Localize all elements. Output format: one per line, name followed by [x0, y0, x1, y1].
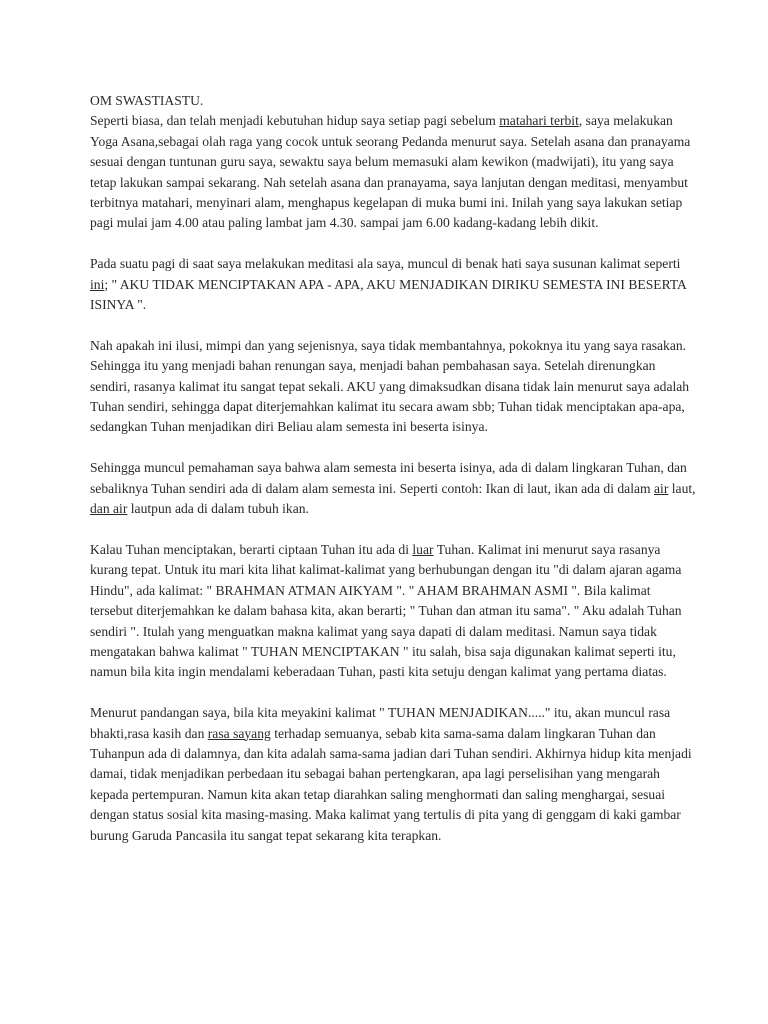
- paragraph: [90, 111, 696, 233]
- paragraph-text: Pada suatu pagi di saat saya melakukan meditasi ala saya, muncul di benak hati saya susunan kalimat seperti: [90, 256, 681, 272]
- inline-link[interactable]: dan air: [90, 501, 128, 517]
- paragraph: [90, 336, 696, 438]
- inline-link[interactable]: air: [654, 480, 669, 496]
- paragraph: [90, 458, 696, 519]
- paragraph-text: lautpun ada di dalam tubuh ikan.: [127, 501, 309, 517]
- inline-link[interactable]: matahari terbit: [499, 113, 579, 129]
- inline-link[interactable]: luar: [412, 541, 434, 557]
- inline-link[interactable]: ini: [90, 276, 105, 292]
- paragraph-text: Kalau Tuhan menciptakan, berarti ciptaan Tuhan itu ada di: [90, 541, 413, 557]
- inline-link[interactable]: rasa sayang: [207, 725, 271, 741]
- paragraph-text: , saya melakukan Yoga Asana,sebagai olah raga yang cocok untuk seorang Pedanda menurut saya. Setelah asana dan pranayama sesuai dengan tuntunan guru saya, sewaktu saya belum memasuki alam kewikon (madwijati), itu yang saya tetap lakukan sampai sekarang. Nah setelah asana dan pranayama, saya lanjutan dengan meditasi, menyambut terbitnya matahari, menyinari alam, menghapus kegelapan di muka bumi ini. Inilah yang saya lakukan setiap pagi mulai jam 4.00 atau paling lambat jam 4.30. sampai jam 6.00 kadang-kadang lebih dikit.: [90, 113, 691, 231]
- paragraph-text: Menurut pandangan saya, bila kita meyakini kalimat " TUHAN MENJADIKAN....." itu, akan muncul rasa bhakti,rasa kasih dan: [90, 705, 671, 741]
- paragraph: [90, 703, 696, 846]
- paragraph-text: Seperti biasa, dan telah menjadi kebutuhan hidup saya setiap pagi sebelum: [90, 113, 500, 129]
- document-title: OM SWASTIASTU.: [90, 93, 204, 108]
- paragraph-text: terhadap semuanya, sebab kita sama-sama dalam lingkaran Tuhan dan Tuhanpun ada di dalamnya, dan kita adalah sama-sama jadian dari Tuhan sendiri. Akhirnya hidup kita menjadi damai, tidak menjadikan perbedaan itu sebagai bahan pertengkaran, apa lagi perselisihan yang mengarah kepada pertempuran. Namun kita akan tetap diarahkan saling menghormati dan saling menghargai, sesuai dengan status sosial kita masing-masing. Maka kalimat yang tertulis di pita yang di genggam di kaki gambar burung Garuda Pancasila itu sangat tepat sekarang kita terapkan.: [90, 725, 692, 843]
- paragraph-text: ; " AKU TIDAK MENCIPTAKAN APA - APA, AKU MENJADIKAN DIRIKU SEMESTA INI BESERTA ISINYA ".: [90, 276, 687, 313]
- paragraph: [90, 540, 696, 683]
- paragraph-text: Sehingga muncul pemahaman saya bahwa alam semesta ini beserta isinya, ada di dalam lingkaran Tuhan, dan sebaliknya Tuhan sendiri ada di dalam alam semesta ini. Seperti contoh: Ikan di laut, ikan ada di dalam: [90, 460, 687, 496]
- paragraph-text: laut,: [668, 480, 696, 496]
- paragraph-text: Nah apakah ini ilusi, mimpi dan yang sejenisnya, saya tidak membantahnya, pokoknya itu yang saya rasakan. Sehingga itu yang menjadi bahan renungan saya, menjadi bahan pembahasan saya. Setelah direnungkan sendiri, rasanya kalimat itu sangat tepat sekali. AKU yang dimaksudkan disana tidak lain menurut saya adalah Tuhan sendiri, sehingga dapat diterjemahkan kalimat itu secara awam sbb; Tuhan tidak menciptakan apa-apa, sedangkan Tuhan menjadikan diri Beliau alam semesta ini beserta isinya.: [90, 337, 690, 435]
- document-page: [90, 91, 696, 866]
- paragraph-text: Tuhan. Kalimat ini menurut saya rasanya kurang tepat. Untuk itu mari kita lihat kalimat-kalimat yang berhubungan dengan itu "di dalam ajaran agama Hindu", ada kalimat: " BRAHMAN ATMAN AIKYAM ". " AHAM BRAHMAN ASMI ". Bila kalimat tersebut diterjemahkan ke dalam bahasa kita, akan berarti; " Tuhan dan atman itu sama". " Aku adalah Tuhan sendiri ". Itulah yang menguatkan makna kalimat yang saya dapati di dalam meditasi. Namun saya tidak mengatakan bahwa kalimat " TUHAN MENCIPTAKAN " itu salah, bisa saja digunakan kalimat seperti itu, namun bila kita ingin mendalami keberadaan Tuhan, pasti kita setuju dengan kalimat yang pertama diatas.: [90, 541, 682, 680]
- document-body: [90, 111, 696, 846]
- paragraph: [90, 254, 696, 315]
